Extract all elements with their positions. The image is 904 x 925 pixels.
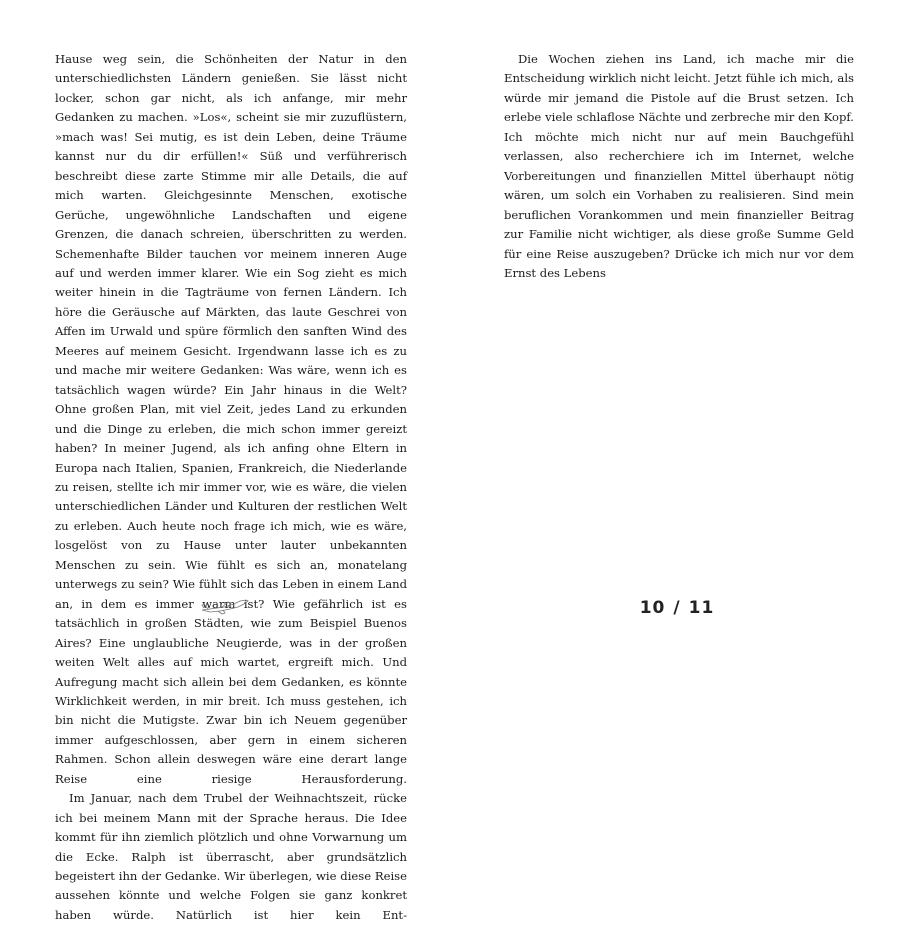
page-number-separator: / xyxy=(673,598,681,618)
right-text-column xyxy=(504,50,854,283)
right-page xyxy=(452,0,904,648)
left-page xyxy=(0,0,452,922)
page-number-right: 11 xyxy=(688,598,715,618)
paragraph: Die Wochen ziehen ins Land, ich mache mir die Entscheidung wirklich nicht leicht. Jetzt fühle ich mich, als würde mir jemand die Pistole auf die Brust setzen. Ich erlebe viele schlaflose Nächte und zerbreche mir den Kopf. Ich möchte mich nicht nur auf mein Bauchgefühl verlassen, also recherchiere ich im Internet, welche Vorbereitungen und finanziellen Mittel überhaupt nötig wären, um solch ein Vorhaben zu realisieren. Sind mein beruflichen Vorankommen und mein finanzieller Beitrag zur Familie nicht wichtiger, als diese große Summe Geld für eine Reise auszugeben? Drücke ich mich nur vor dem Ernst des Lebens xyxy=(504,52,854,280)
left-text-column xyxy=(55,50,407,925)
page-numbers xyxy=(602,598,752,618)
paragraph: Im Januar, nach dem Trubel der Weihnachtszeit, rücke ich bei meinem Mann mit der Sprache heraus. Die Idee kommt für ihn ziemlich plötzlich und ohne Vorwarnung um die Ecke. Ralph ist überrascht, aber grundsätzlich begeistert ihn der Gedanke. Wir überlegen, wie diese Reise aussehen könnte und welche Folgen sie ganz konkret haben würde. Natürlich ist hier kein Ent- xyxy=(55,791,407,922)
paragraph: Hause weg sein, die Schönheiten der Natur in den unterschiedlichsten Ländern genießen. Sie lässt nicht locker, schon gar nicht, als ich anfange, mir mehr Gedanken zu machen. »Los«, scheint sie mir zuzuflüstern, »mach was! Sei mutig, es ist dein Leben, deine Träume kannst nur du dir erfüllen!« Süß und verführerisch beschreibt diese zarte Stimme mir alle Details, die auf mich warten. Gleichgesinnte Menschen, exotische Gerüche, ungewöhnliche Landschaften und eigene Grenzen, die danach schreien, überschritten zu werden. Schemenhafte Bilder tauchen vor meinem inneren Auge auf und werden immer klarer. Wie ein Sog zieht es mich weiter hinein in die Tagträume von fernen Ländern. Ich höre die Geräusche auf Märkten, das laute Geschrei von Affen im Urwald und spüre förmlich den sanften Wind des Meeres auf meinem Gesicht. Irgendwann lasse ich es zu und mache mir weitere Gedanken: Was wäre, wenn ich es tatsächlich wagen würde? Ein Jahr hinaus in die Welt? Ohne großen Plan, mit viel Zeit, jedes Land zu erkunden und die Dinge zu erleben, die mich schon immer gereizt haben? In meiner Jugend, als ich anfing ohne Eltern in Europa nach Italien, Spanien, Frankreich, die Niederlande zu reisen, stellte ich mir immer vor, wie es wäre, die vielen unterschiedlichen Länder und Kulturen der restlichen Welt zu erleben. Auch heute noch frage ich mich, wie es wäre, losgelöst von zu Hause unter lauter unbekannten Menschen zu sein. Wie fühlt es sich an, monatelang unterwegs zu sein? Wie fühlt sich das Leben in einem Land an, in dem es immer warm ist? Wie gefährlich ist es tatsächlich in großen Städten, wie zum Beispiel Buenos Aires? Eine unglaubliche Neugierde, was in der großen weiten Welt alles auf mich wartet, ergreift mich. Und Aufregung macht sich allein bei dem Gedanken, es könnte Wirklichkeit werden, in mir breit. Ich muss gestehen, ich bin nicht die Mutigste. Zwar bin ich Neuem gegenüber immer aufgeschlossen, aber gern in einem sicheren Rahmen. Schon allein deswegen wäre eine derart lange Reise eine riesige Herausforderung. xyxy=(55,52,407,786)
page-number-left: 10 xyxy=(639,598,666,618)
airplane-icon xyxy=(200,598,252,616)
